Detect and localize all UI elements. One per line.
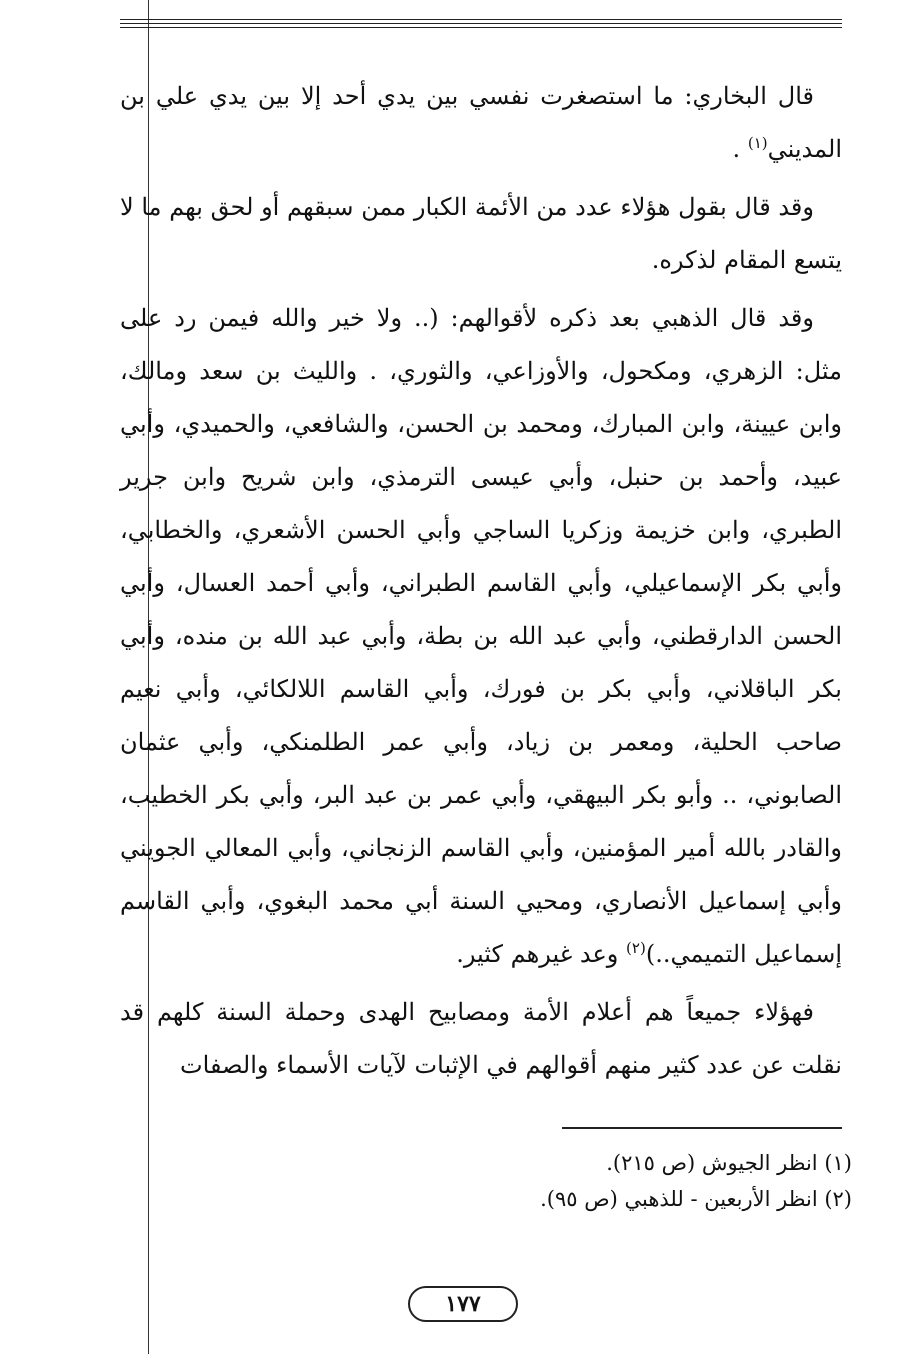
footnote-1: (١) انظر الجيوش (ص ٢١٥).	[606, 1151, 852, 1175]
main-text	[120, 70, 842, 1092]
footnote-2: (٢) انظر الأربعين - للذهبي (ص ٩٥).	[540, 1187, 852, 1211]
footnotes	[300, 1145, 852, 1217]
paragraph-bukhari-quote: قال البخاري: ما استصغرت نفسي بين يدي أحد إلا بين يدي علي بن المديني$^{(١)}$ .	[120, 82, 842, 163]
page-number: ١٧٧	[408, 1286, 518, 1322]
header-rule	[120, 19, 842, 20]
paragraph-imams: وقد قال بقول هؤلاء عدد من الأئمة الكبار ممن سبقهم أو لحق بهم ما لا يتسع المقام لذكره.	[120, 193, 842, 274]
header-rule	[120, 27, 842, 28]
footnote-ref-2: (٢)	[626, 939, 646, 957]
paragraph-conclusion: فهؤلاء جميعاً هم أعلام الأمة ومصابيح الهدى وحملة السنة كلهم قد نقلت عن عدد كثير منهم أقوالهم في الإثبات لآيات الأسماء والصفات	[120, 998, 842, 1079]
footnote-separator	[562, 1127, 842, 1129]
paragraph-dhahabi-quote: وقد قال الذهبي بعد ذكره لأقوالهم: (.. ولا خير والله فيمن رد على مثل: الزهري، ومكحول، والأوزاعي، والثوري، . والليث بن سعد ومالك، وابن عيينة، وابن المبارك، ومحمد بن الحسن، والشافعي، والحميدي، وأبي عبيد، وأحمد بن حنبل، وأبي عيسى الترمذي، وابن شريح وابن جرير الطبري، وابن خزيمة وزكريا الساجي وأبي الحسن الأشعري، والخطابي، وأبي بكر الإسماعيلي، وأبي القاسم الطبراني، وأبي أحمد العسال، وأبي الحسن الدارقطني، وأبي عبد الله بن بطة، وأبي عبد الله بن منده، وأبي بكر الباقلاني، وأبي بكر بن فورك، وأبي القاسم اللالكائي، وأبي نعيم صاحب الحلية، ومعمر بن زياد، وأبي عمر الطلمنكي، وأبي عثمان الصابوني، .. وأبو بكر البيهقي، وأبي عمر بن عبد البر، وأبي بكر الخطيب، والقادر بالله أمير المؤمنين، وأبي القاسم الزنجاني، وأبي المعالي الجويني وأبي إسماعيل الأنصاري، ومحيي السنة أبي محمد البغوي، وأبي القاسم إسماعيل التميمي..)$^{(٢)}$ وعد غيرهم كثير.	[120, 304, 843, 968]
header-rule	[120, 23, 842, 24]
footnote-ref-1: (١)	[747, 134, 768, 152]
